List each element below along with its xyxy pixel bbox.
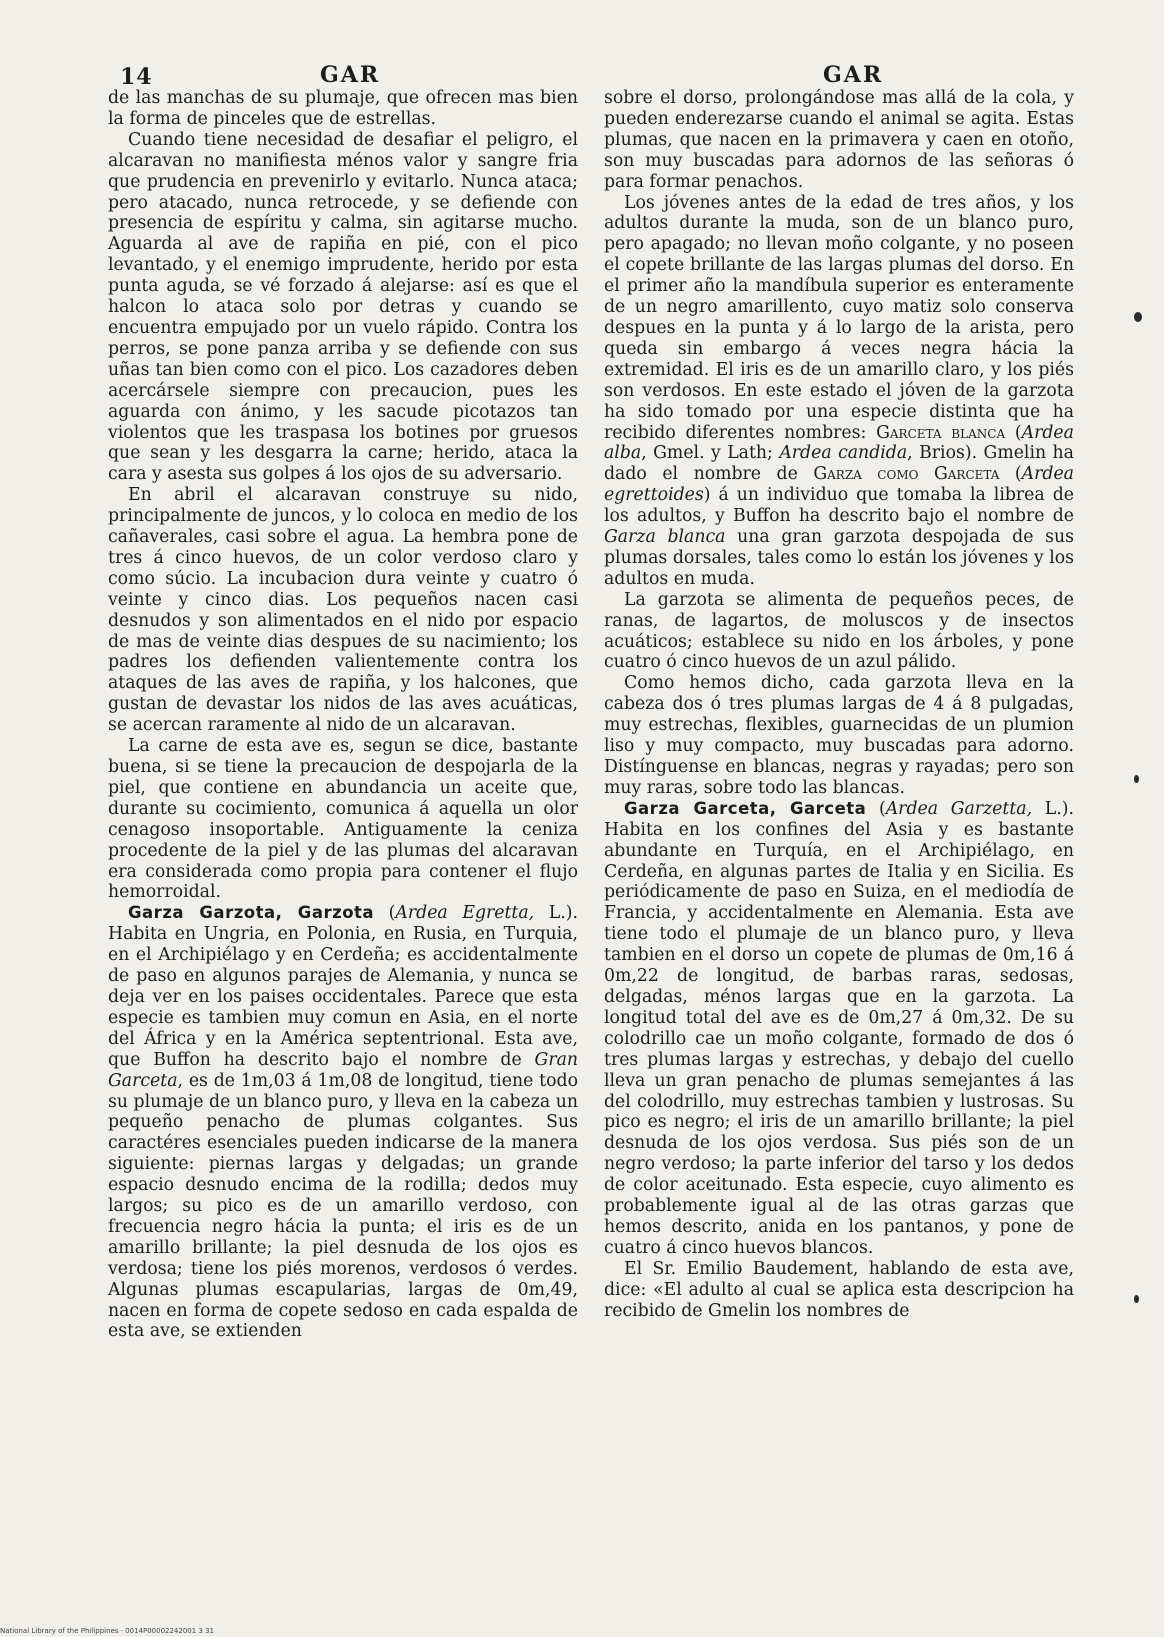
small-caps-name: Garceta blanca xyxy=(876,422,1006,443)
entry-heading: Garza Garzota, Garzota xyxy=(128,903,375,923)
paragraph: Cuando tiene necesidad de desafiar el peligro, el alcaravan no manifiesta ménos valor y sangre fria que prudencia en prevenirlo y evitarlo. Nunca ataca; pero atacado, nunca retrocede, y se defiende con presencia de espíritu y calma, sin agitarse mucho. Aguarda al ave de rapiña en pié, con el pico levantado, y el enemigo imprudente, herido por esta punta aguda, se vé forzado á alejarse: así es que el halcon lo ataca solo por detras y cuando se encuentra empujado por un vuelo rápido. Contra los perros, se pone panza arriba y se defiende con sus uñas tan bien como con el pico. Los cazadores deben acercársele siempre con precaucion, pues les aguarda con ánimo, y les sacude picotazos tan violentos que les traspasa los botines por gruesos que sean y les desgarra la carne; herido, ataca la cara y asesta sus golpes á los ojos de su adversario. xyxy=(108,129,578,485)
page-number: 14 xyxy=(120,64,153,90)
scan-footer: National Library of the Philippines · 0014P00002242001 3 31 xyxy=(0,1627,215,1635)
entry-heading: Garza Garceta, Garceta xyxy=(624,798,867,818)
paragraph: sobre el dorso, prolongándose mas allá de la cola, y pueden enderezarse cuando el animal se agita. Estas plumas, que nacen en la primavera y caen en otoño, son muy buscadas para adornos de las señoras ó para formar penachos. xyxy=(604,88,1074,192)
paragraph: En abril el alcaravan construye su nido, principalmente de juncos, y lo coloca en medio de los cañaverales, casi sobre el agua. La hembra pone de tres á cinco huevos, de un color verdoso claro y como súcio. La incubacion dura veinte y cuatro ó veinte y cinco dias. Los pequeños nacen casi desnudos y son alimentados en el nido por espacio de mas de veinte dias despues de su nacimiento; los padres los defienden valientemente contra los ataques de las aves de rapiña, y los halcones, que gustan de devastar los nidos de las aves acuáticas, se acercan raramente al nido de un alcaravan. xyxy=(108,485,578,736)
paragraph: El Sr. Emilio Baudement, hablando de esta ave, dice: «El adulto al cual se aplica esta descripcion ha recibido de Gmelin los nombres de xyxy=(604,1258,1074,1321)
paragraph: Como hemos dicho, cada garzota lleva en la cabeza dos ó tres plumas largas de 4 á 8 pulgadas, muy estrechas, flexibles, guarnecidas de un plumion liso y muy compacto, muy buscadas para adorno. Distínguense en blancas, negras y rayadas; pero son muy raras, sobre todo las blancas. xyxy=(604,673,1074,798)
paragraph: Los jóvenes antes de la edad de tres años, y los adultos durante la muda, son de un blanco puro, pero apagado; no llevan moño colgante, y no poseen el copete brillante de las largas plumas del dorso. En el primer año la mandíbula superior es enteramente de un negro amarillento, cuyo matiz solo conserva despues en la punta y á lo largo de la arista, pero queda sin embargo á veces negra hácia la extremidad. El iris es de un amarillo claro, y los piés son verdosos. En este estado el jóven de la garzota ha sido tomado por una especie distinta que ha recibido diferentes nombres: Garceta blanca (Ardea alba, Gmel. y Lath; Ardea candida, Brios). Gmelin ha dado el nombre de Garza como Garceta (Ardea egrettoides) á un individuo que tomaba la librea de los adultos, y Buffon ha descrito bajo el nombre de Garza blanca una gran garzota despojada de sus plumas dorsales, tales como lo están los jóvenes y los adultos en muda. xyxy=(604,192,1074,589)
latin-name: Ardea Egretta, xyxy=(395,903,535,924)
right-column xyxy=(604,88,1074,1321)
ink-dot xyxy=(1134,775,1139,783)
ink-dot xyxy=(1134,1295,1139,1303)
paragraph: La garzota se alimenta de pequeños peces, de ranas, de lagartos, de moluscos y de insectos acuáticos; establece su nido en los árboles, y pone cuatro ó cinco huevos de un azul pálido. xyxy=(604,589,1074,673)
entry-garza-garzota: Garza Garzota, Garzota (Ardea Egretta, L.). Habita en Ungria, en Polonia, en Rusia, en Turquia, en el Archipiélago y en Cerdeña; es accidentalmente de paso en algunos parajes de Alemania, y nunca se deja ver en los paises occidentales. Parece que esta especie es tambien muy comun en Asia, en el norte del África y en la América septentrional. Esta ave, que Buffon ha descrito bajo el nombre de Gran Garceta, es de 1m,03 á 1m,08 de longitud, tiene todo su plumaje de un blanco puro, y lleva en la cabeza un pequeño penacho de plumas colgantes. Sus caractéres esenciales pueden indicarse de la manera siguiente: piernas largas y delgadas; un grande espacio desnudo encima de la rodilla; dedos muy largos; su pico es de un amarillo verdoso, con frecuencia negro hácia la punta; el iris es de un amarillo brillante; la piel desnuda de los ojos es verdosa; tiene los piés morenos, verdosos ó verdes. Algunas plumas escapularias, largas de 0m,49, nacen en forma de copete sedoso en cada espalda de esta ave, se extienden xyxy=(108,903,579,1342)
entry-garza-garceta: Garza Garceta, Garceta (Ardea Garzetta, L.). Habita en los confines del Asia y es bastante abundante en Turquía, en el Archipiélago, en Cerdeña, en algunas partes de Italia y en Sicilia. Es periódicamente de paso en Suiza, en el mediodía de Francia, y accidentalmente en Alemania. Esta ave tiene todo el plumaje de un blanco puro, y lleva tambien en el dorso un copete de plumas de 0m,16 á 0m,22 de longitud, de barbas raras, sedosas, delgadas, ménos largas que en la garzota. La longitud total del ave es de 0m,27 á 0m,32. De su colodrillo cae un moño colgante, formado de dos ó tres plumas largas y estrechas, y debajo del cuello lleva un gran penacho de plumas semejantes á las del colodrillo, muy estrechas tambien y lustrosas. Su pico es negro; el iris de un amarillo brillante; la piel desnuda de los ojos verdosa. Sus piés son de un negro verdoso; la parte inferior del tarso y los dedos de color aceitunado. Esta especie, cuyo alimento es probablemente igual al de las otras garzas que hemos descrito, anida en los pantanos, y pone de cuatro á cinco huevos blancos. xyxy=(604,798,1074,1258)
paragraph: de las manchas de su plumaje, que ofrecen mas bien la forma de pinceles que de estrellas. xyxy=(108,88,578,129)
paragraph: La carne de esta ave es, segun se dice, bastante buena, si se tiene la precaucion de despojarla de la piel, que contiene en abundancia un aceite que, durante su cocimiento, comunica á aquella un olor cenagoso insoportable. Antiguamente la ceniza procedente de la piel y de las plumas del alcaravan era considerada como propia para contener el flujo hemorroidal. xyxy=(108,736,578,903)
latin-name: Gran Garceta xyxy=(108,1049,579,1091)
left-column xyxy=(108,88,578,1342)
ink-dot xyxy=(1134,312,1142,322)
running-header-right: GAR xyxy=(823,62,884,88)
latin-name: Ardea Garzetta, xyxy=(885,798,1033,819)
running-header-left: GAR xyxy=(320,62,381,88)
